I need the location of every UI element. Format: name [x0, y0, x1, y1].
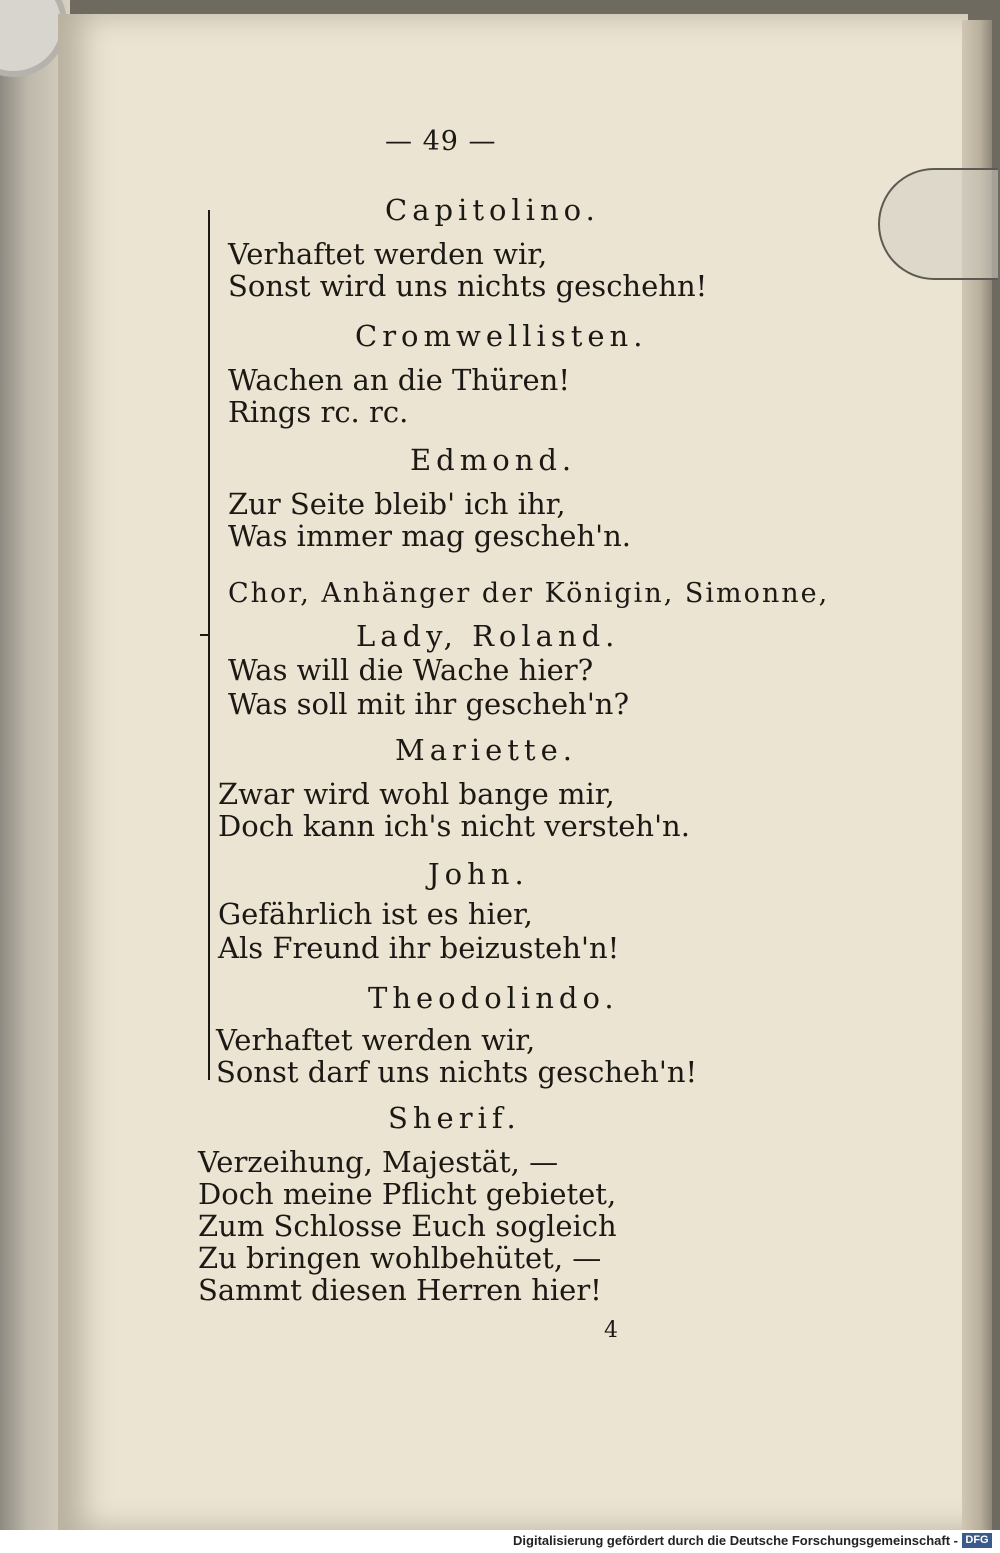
dfg-logo: DFG [962, 1533, 992, 1548]
speaker-name: Sherif. [388, 1101, 521, 1135]
page-header: — 49 — [385, 126, 497, 157]
ensemble-brace [208, 210, 210, 1080]
ensemble-brace-tip [200, 634, 210, 636]
verse-line: Als Freund ihr beizusteh'n! [218, 931, 620, 965]
digitization-footer [0, 1530, 1000, 1553]
verse-line: Gefährlich ist es hier, [218, 897, 533, 931]
speaker-name: Theodolindo. [368, 981, 619, 1015]
verse-line: Was soll mit ihr gescheh'n? [228, 687, 630, 721]
verse-line: Verhaftet werden wir, [228, 237, 548, 271]
speaker-name: John. [428, 857, 529, 891]
verse-line: Sammt diesen Herren hier! [198, 1273, 602, 1307]
verse-line: Was immer mag gescheh'n. [228, 519, 631, 553]
verse-line: Verhaftet werden wir, [216, 1023, 536, 1057]
verse-line: Zur Seite bleib' ich ihr, [228, 487, 566, 521]
verse-line: Zu bringen wohlbehütet, — [198, 1241, 602, 1275]
signature-mark: 4 [604, 1318, 618, 1343]
verse-line: Zum Schlosse Euch sogleich [198, 1209, 617, 1243]
verse-line: Doch kann ich's nicht versteh'n. [218, 809, 690, 843]
speaker-name: Edmond. [410, 443, 577, 477]
verse-line: Was will die Wache hier? [228, 653, 594, 687]
speaker-name: Lady, Roland. [356, 619, 620, 653]
verse-line: Doch meine Pflicht gebietet, [198, 1177, 617, 1211]
funding-credit: Digitalisierung gefördert durch die Deutsche Forschungsgemeinschaft - [513, 1533, 958, 1548]
speaker-name: Chor, Anhänger der Königin, Simonne, [228, 578, 830, 609]
verse-line: Wachen an die Thüren! [228, 363, 571, 397]
speaker-name: Capitolino. [385, 193, 600, 227]
speaker-name: Mariette. [395, 733, 577, 767]
verse-line: Zwar wird wohl bange mir, [218, 777, 615, 811]
verse-line: Verzeihung, Majestät, — [198, 1145, 559, 1179]
speaker-name: Cromwellisten. [355, 319, 648, 353]
verse-line: Sonst darf uns nichts gescheh'n! [216, 1055, 698, 1089]
verse-line: Sonst wird uns nichts geschehn! [228, 269, 708, 303]
verse-line: Rings rc. rc. [228, 395, 409, 429]
